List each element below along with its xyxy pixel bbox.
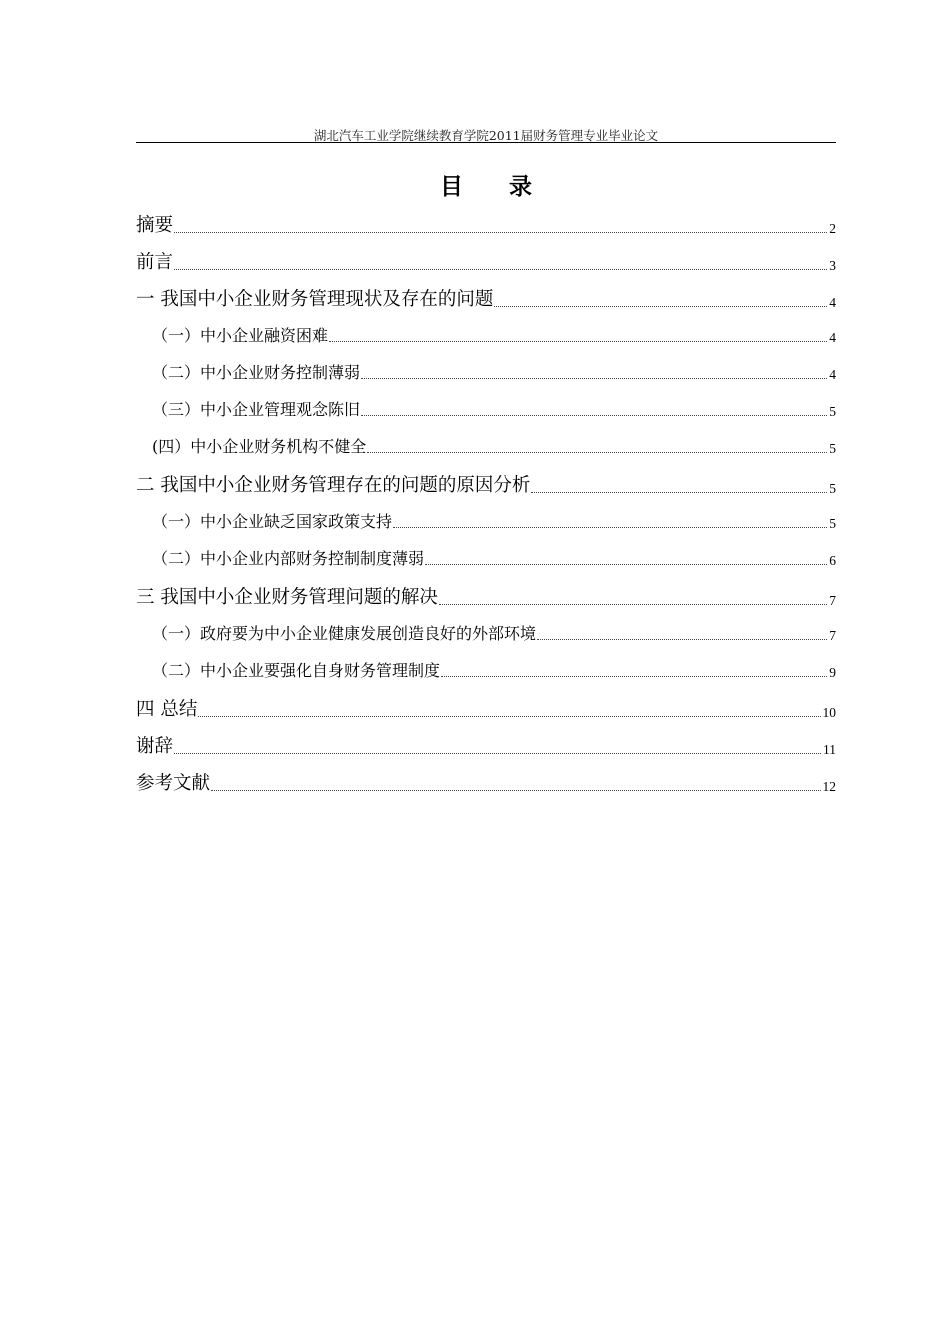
toc-page-number: 7 <box>829 593 836 608</box>
toc-entry-label: 参考文献 <box>136 773 211 794</box>
toc-entry-label: 一 我国中小企业财务管理现状及存在的问题 <box>136 289 494 310</box>
toc-page-number: 6 <box>829 553 836 568</box>
running-header: 湖北汽车工业学院继续教育学院2011届财务管理专业毕业论文 <box>313 128 659 143</box>
toc-dot-leader <box>361 415 827 416</box>
toc-page-number: 11 <box>823 742 836 757</box>
toc-page-number: 3 <box>829 258 836 273</box>
toc-entry-label: （二）中小企业内部财务控制制度薄弱 <box>152 549 425 568</box>
toc-page-number: 4 <box>829 330 836 345</box>
header-rule <box>136 142 836 143</box>
toc-entry[interactable] <box>136 548 836 570</box>
toc-entry[interactable] <box>136 214 836 238</box>
toc-entry-label: （二）中小企业财务控制薄弱 <box>152 363 361 382</box>
toc-entry[interactable] <box>136 288 836 312</box>
toc-entry-label: (四）中小企业财务机构不健全 <box>152 437 367 456</box>
toc-entry-label: 前言 <box>136 252 174 273</box>
toc-entry[interactable] <box>136 511 836 533</box>
toc-dot-leader <box>439 604 827 605</box>
toc-entry-label: 摘要 <box>136 215 174 236</box>
toc-dot-leader <box>537 639 827 640</box>
toc-dot-leader <box>198 716 820 717</box>
toc-entry-label: 二 我国中小企业财务管理存在的问题的原因分析 <box>136 475 531 496</box>
toc-entry-label: 四 总结 <box>136 699 198 720</box>
toc-entry[interactable] <box>136 586 836 610</box>
toc-entry[interactable] <box>136 251 836 275</box>
toc-title-char: 录 <box>509 174 532 200</box>
toc-dot-leader <box>174 753 821 754</box>
toc-entry[interactable] <box>136 698 836 722</box>
toc-entry[interactable] <box>136 772 836 796</box>
toc-entry[interactable] <box>136 660 836 682</box>
toc-dot-leader <box>174 232 827 233</box>
toc-dot-leader <box>367 452 827 453</box>
toc-entry[interactable] <box>136 623 836 645</box>
toc-page-number: 2 <box>829 221 836 236</box>
toc-page-number: 5 <box>829 516 836 531</box>
toc-title <box>136 168 836 201</box>
toc-page-number: 4 <box>829 367 836 382</box>
toc-page-number: 4 <box>829 295 836 310</box>
toc-entry-label: （三）中小企业管理观念陈旧 <box>152 400 361 419</box>
toc-dot-leader <box>393 527 827 528</box>
toc-entry-label: （二）中小企业要强化自身财务管理制度 <box>152 661 441 680</box>
toc-entry-label: 谢辞 <box>136 736 174 757</box>
toc-entry-label: （一）政府要为中小企业健康发展创造良好的外部环境 <box>152 624 537 643</box>
toc-entry[interactable] <box>136 325 836 347</box>
toc-title-char: 目 <box>440 174 463 200</box>
toc-page-number: 5 <box>829 441 836 456</box>
toc-entry[interactable] <box>136 436 836 458</box>
toc-dot-leader <box>174 269 827 270</box>
toc-entry-label: （一）中小企业缺乏国家政策支持 <box>152 512 393 531</box>
toc-page-number: 12 <box>822 779 836 794</box>
toc-entry[interactable] <box>136 735 836 759</box>
toc-entry-label: 三 我国中小企业财务管理问题的解决 <box>136 587 438 608</box>
toc-entry[interactable] <box>136 474 836 498</box>
toc-dot-leader <box>441 676 827 677</box>
toc-entry-label: （一）中小企业融资困难 <box>152 326 329 345</box>
toc-page-number: 5 <box>829 404 836 419</box>
toc-dot-leader <box>531 492 827 493</box>
toc-dot-leader <box>425 564 827 565</box>
toc-dot-leader <box>361 378 827 379</box>
toc-page-number: 9 <box>829 665 836 680</box>
toc-dot-leader <box>494 306 827 307</box>
toc-page-number: 5 <box>829 481 836 496</box>
toc-entry[interactable] <box>136 399 836 421</box>
toc-page-number: 10 <box>822 705 836 720</box>
toc-dot-leader <box>211 790 820 791</box>
toc-page-number: 7 <box>829 628 836 643</box>
toc-entry[interactable] <box>136 362 836 384</box>
toc-dot-leader <box>329 341 827 342</box>
